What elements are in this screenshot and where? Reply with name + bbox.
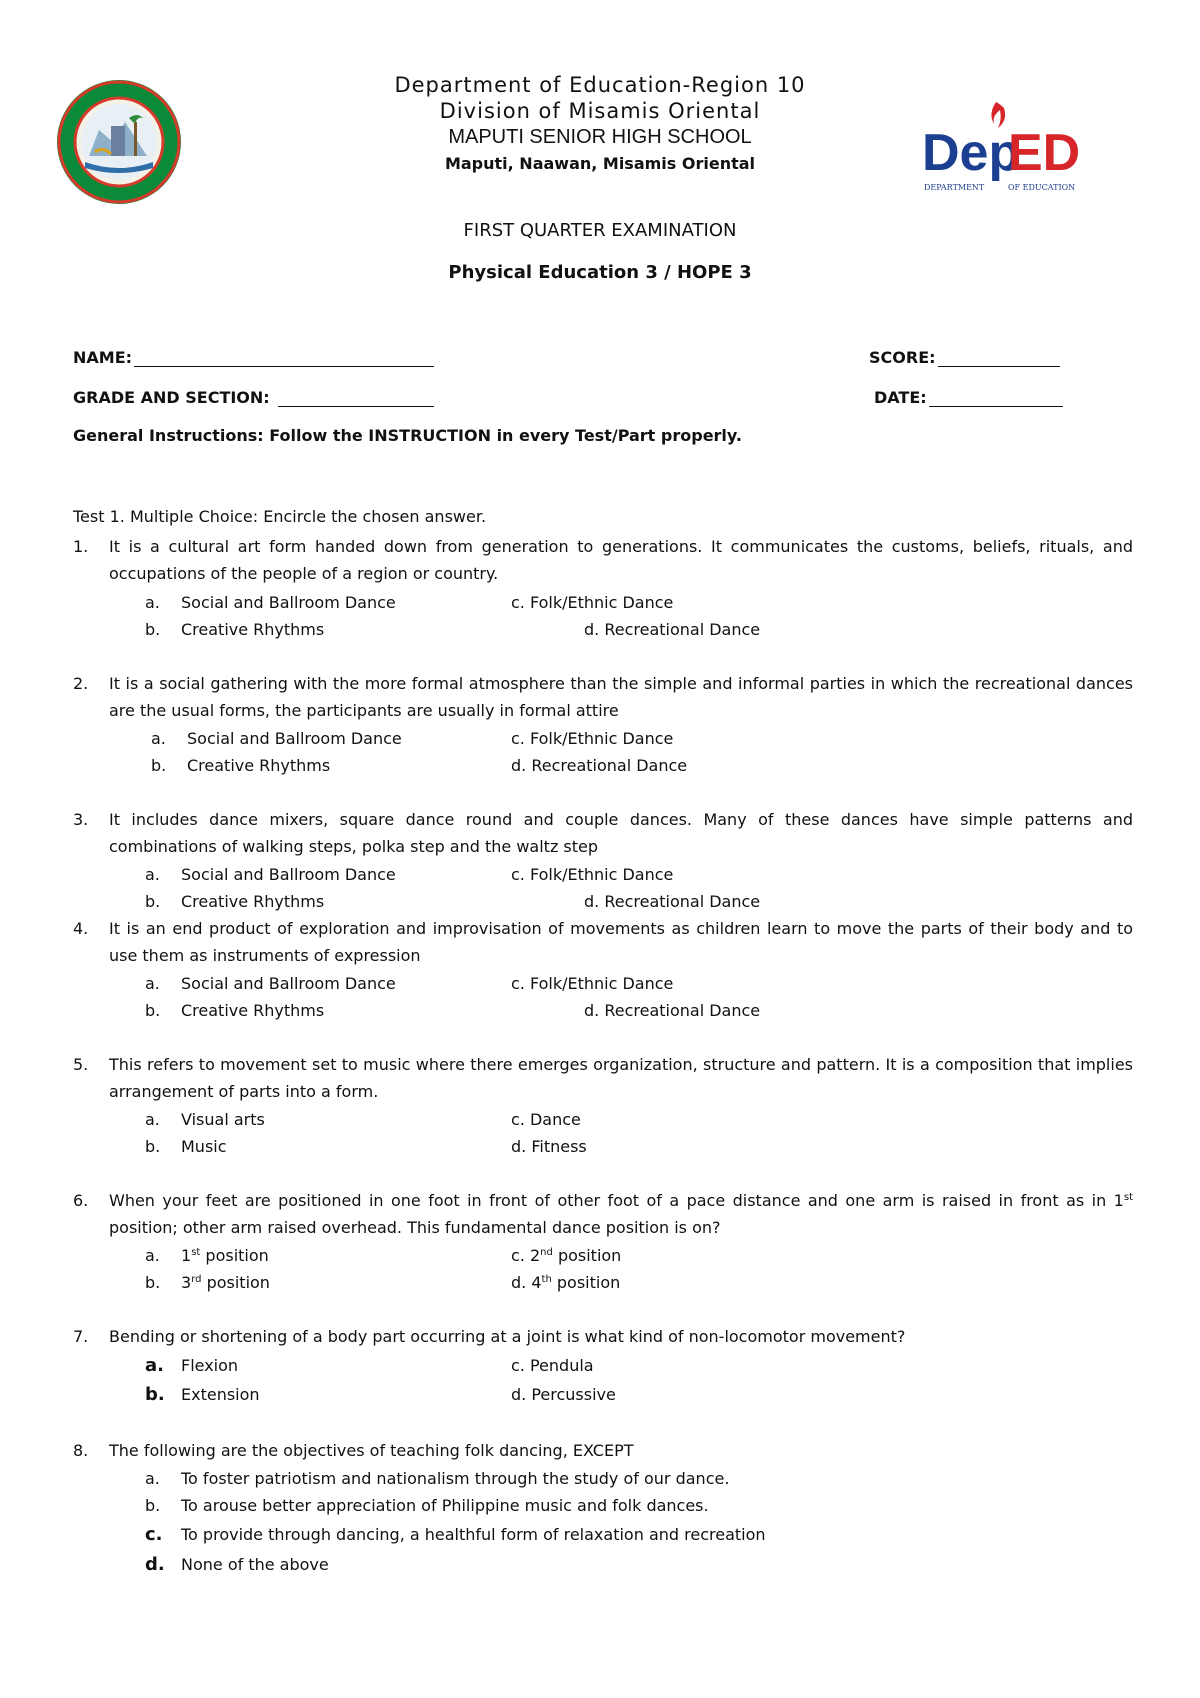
- option-8c[interactable]: c. To provide through dancing, a healthful form of relaxation and recreation: [145, 1524, 766, 1545]
- question-1: [73, 533, 1133, 587]
- question-number: 2.: [73, 674, 89, 693]
- question-text: Bending or shortening of a body part occurring at a joint is what kind of non-locomotor movement?: [109, 1327, 906, 1346]
- option-7b[interactable]: b. Extension: [145, 1384, 260, 1405]
- question-text: When your feet are positioned in one foot in front of other foot of a pace distance and one arm is raised in front as in 1st position; other arm raised overhead. This fundamental dance position is on?: [109, 1191, 1133, 1237]
- option-8a[interactable]: a. To foster patriotism and nationalism through the study of our dance.: [145, 1469, 730, 1488]
- option-1b[interactable]: b. Creative Rhythms: [145, 620, 325, 639]
- question-4: [73, 915, 1133, 969]
- deped-logo-word-a: Dep: [922, 124, 1021, 182]
- question-text: It is a social gathering with the more formal atmosphere than the simple and informal parties in which the recreational dances are the usual forms, the participants are usually in formal attire: [109, 674, 1133, 720]
- deped-logo-tagline-a: DEPARTMENT: [924, 183, 985, 192]
- school-name: MAPUTI SENIOR HIGH SCHOOL: [448, 126, 752, 148]
- option-8b[interactable]: b. To arouse better appreciation of Philippine music and folk dances.: [145, 1496, 709, 1515]
- option-1d[interactable]: d. Recreational Dance: [584, 620, 761, 639]
- question-6: [73, 1187, 1133, 1241]
- option-5c[interactable]: c. Dance: [511, 1110, 581, 1129]
- option-6d[interactable]: d. 4th position: [511, 1273, 621, 1292]
- option-6c[interactable]: c. 2nd position: [511, 1246, 622, 1265]
- question-number: 4.: [73, 919, 89, 938]
- grade-section-label: GRADE AND SECTION:: [73, 388, 270, 407]
- option-4c[interactable]: c. Folk/Ethnic Dance: [511, 974, 674, 993]
- option-1a[interactable]: a. Social and Ballroom Dance: [145, 593, 396, 612]
- option-7a[interactable]: a. Flexion: [145, 1355, 239, 1376]
- question-number: 5.: [73, 1055, 89, 1074]
- letterhead: [300, 72, 900, 178]
- question-8: [73, 1437, 1133, 1464]
- question-number: 6.: [73, 1191, 89, 1210]
- question-number: 1.: [73, 537, 89, 556]
- grade-section-blank[interactable]: [278, 388, 434, 407]
- name-field[interactable]: [73, 348, 434, 367]
- option-2d[interactable]: d. Recreational Dance: [511, 756, 688, 775]
- question-text: This refers to movement set to music where there emerges organization, structure and pattern. It is a composition that implies arrangement of parts into a form.: [109, 1055, 1133, 1101]
- option-3c[interactable]: c. Folk/Ethnic Dance: [511, 865, 674, 884]
- option-2a[interactable]: a. Social and Ballroom Dance: [151, 729, 402, 748]
- option-4d[interactable]: d. Recreational Dance: [584, 1001, 761, 1020]
- option-3d[interactable]: d. Recreational Dance: [584, 892, 761, 911]
- name-blank[interactable]: [134, 348, 434, 367]
- school-address: Maputi, Naawan, Misamis Oriental: [444, 154, 756, 173]
- date-label: DATE:: [874, 388, 927, 407]
- option-6a[interactable]: a. 1st position: [145, 1246, 269, 1265]
- question-3: [73, 806, 1133, 860]
- name-label: NAME:: [73, 348, 133, 367]
- score-field[interactable]: [869, 348, 1060, 367]
- question-text: It includes dance mixers, square dance round and couple dances. Many of these dances have simple patterns and combinations of walking steps, polka step and the waltz step: [109, 810, 1133, 856]
- deped-logo-icon: [922, 98, 1082, 198]
- question-2: [73, 670, 1133, 724]
- option-5b[interactable]: b. Music: [145, 1137, 227, 1156]
- question-text: The following are the objectives of teaching folk dancing, EXCEPT: [109, 1441, 634, 1460]
- exam-title: FIRST QUARTER EXAMINATION: [463, 220, 737, 241]
- general-instructions: General Instructions: Follow the INSTRUCTION in every Test/Part properly.: [73, 426, 742, 445]
- option-4a[interactable]: a. Social and Ballroom Dance: [145, 974, 396, 993]
- question-text: It is an end product of exploration and improvisation of movements as children learn to move the parts of their body and to use them as instruments of expression: [109, 919, 1133, 965]
- score-label: SCORE:: [869, 348, 936, 367]
- question-5: [73, 1051, 1133, 1105]
- option-7c[interactable]: c. Pendula: [511, 1356, 594, 1375]
- option-8d[interactable]: d. None of the above: [145, 1554, 329, 1575]
- option-5a[interactable]: a. Visual arts: [145, 1110, 265, 1129]
- date-blank[interactable]: [929, 388, 1063, 407]
- score-blank[interactable]: [938, 348, 1060, 367]
- test1-title: Test 1. Multiple Choice: Encircle the chosen answer.: [73, 507, 487, 526]
- question-number: 7.: [73, 1327, 89, 1346]
- department-line: Department of Education-Region 10: [394, 73, 806, 97]
- exam-subject: Physical Education 3 / HOPE 3: [448, 262, 752, 283]
- option-3a[interactable]: a. Social and Ballroom Dance: [145, 865, 396, 884]
- option-1c[interactable]: c. Folk/Ethnic Dance: [511, 593, 674, 612]
- question-text: It is a cultural art form handed down from generation to generations. It communicates the customs, beliefs, rituals, and occupations of the people of a region or country.: [109, 537, 1133, 583]
- option-6b[interactable]: b. 3rd position: [145, 1273, 270, 1292]
- deped-logo-word-b: ED: [1008, 124, 1081, 182]
- deped-logo-tagline-b: OF EDUCATION: [1008, 183, 1076, 192]
- question-7: [73, 1323, 1133, 1350]
- division-line: Division of Misamis Oriental: [439, 99, 761, 123]
- option-3b[interactable]: b. Creative Rhythms: [145, 892, 325, 911]
- option-5d[interactable]: d. Fitness: [511, 1137, 587, 1156]
- option-7d[interactable]: d. Percussive: [511, 1385, 616, 1404]
- option-2c[interactable]: c. Folk/Ethnic Dance: [511, 729, 674, 748]
- date-field[interactable]: [874, 388, 1063, 407]
- question-number: 8.: [73, 1441, 89, 1460]
- grade-section-field[interactable]: [73, 388, 434, 407]
- option-2b[interactable]: b. Creative Rhythms: [151, 756, 331, 775]
- question-number: 3.: [73, 810, 89, 829]
- option-4b[interactable]: b. Creative Rhythms: [145, 1001, 325, 1020]
- school-seal-icon: [55, 78, 183, 206]
